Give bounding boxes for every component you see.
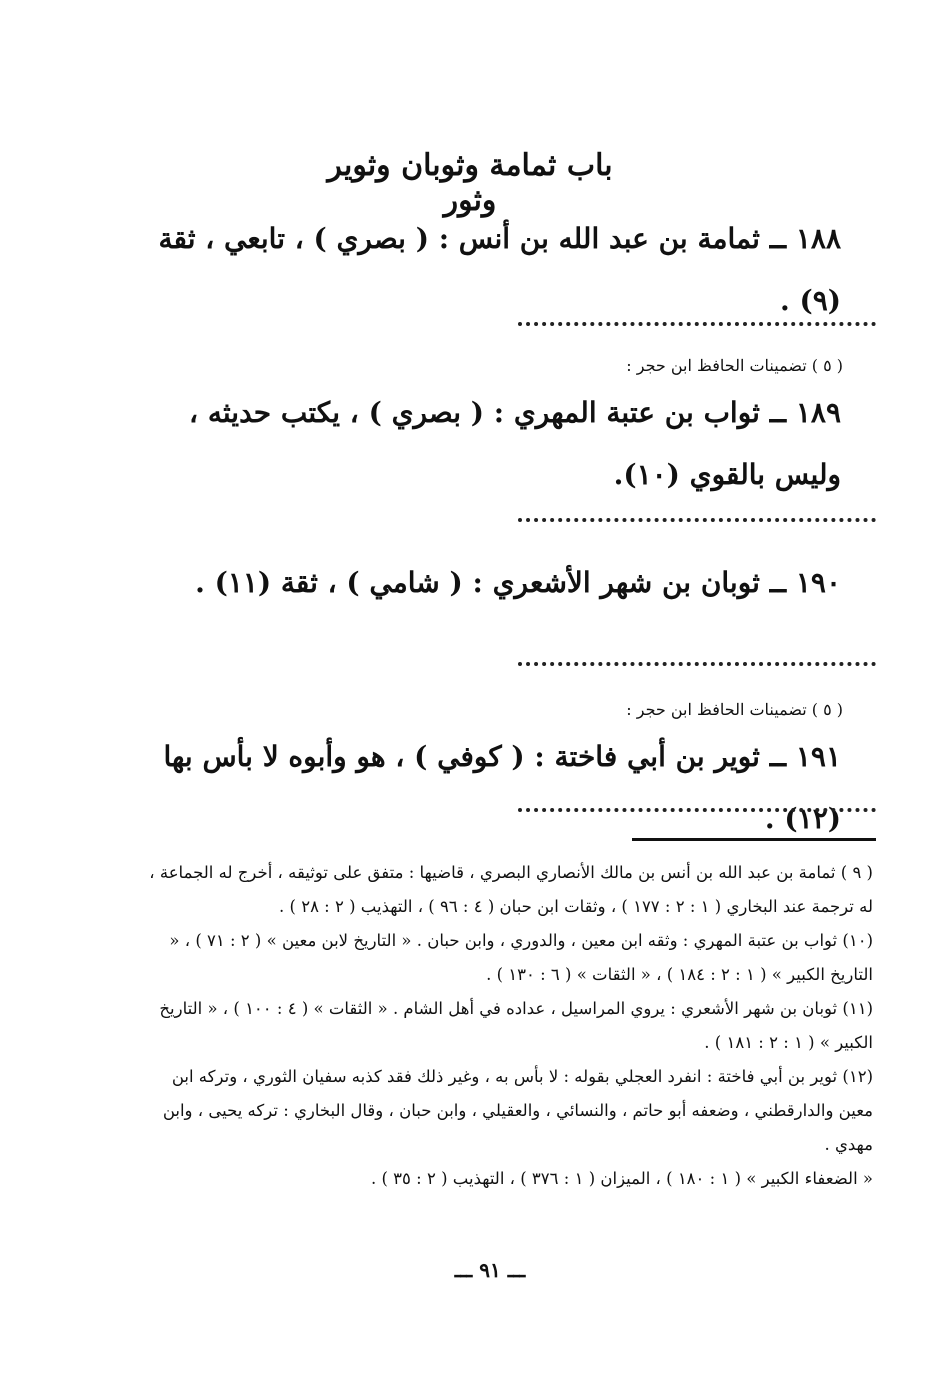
entry-191: ١٩١ ــ ثوير بن أبي فاختة : ( كوفي ) ، هو وأبوه لا بأس بها (١٢) . xyxy=(163,740,841,835)
footnote-10: (١٠) ثواب بن عتبة المهري : وثقه ابن معين ، والدوري ، وابن حبان . « التاريخ لابن معين » ( ٢ : ٧١ ) ، « التاريخ الكبير » ( ١ : ٢ : ١٨٤ ) ، « الثقات » ( ٦ : ١٣٠ ) . xyxy=(169,931,873,984)
footnotes xyxy=(133,856,873,1196)
footnote-9: ( ٩ ) ثمامة بن عبد الله بن أنس بن مالك الأنصاري البصري ، قاضيها : متفق على توثيقه ، أخرج له الجماعة ، له ترجمة عند البخاري ( ١ : ٢ : ١٧٧ ) ، وثقات ابن حبان ( ٤ : ٩٦ ) ، التهذيب ( ٢ : ٢٨ ) . xyxy=(149,863,873,916)
entry-188: ١٨٨ ــ ثمامة بن عبد الله بن أنس : ( بصري ) ، تابعي ، ثقة (٩) . xyxy=(158,222,841,317)
dotted-separator xyxy=(518,808,876,816)
entry-note: ( ٥ ) تضمينات الحافظ ابن حجر : xyxy=(626,700,843,719)
dotted-separator xyxy=(518,662,876,670)
entry-190: ١٩٠ ــ ثوبان بن شهر الأشعري : ( شامي ) ، ثقة (١١) . xyxy=(195,566,841,599)
entry-note: ( ٥ ) تضمينات الحافظ ابن حجر : xyxy=(626,356,843,375)
footnote-rule xyxy=(632,838,876,841)
page-number: ـــ ٩١ ـــ xyxy=(454,1258,526,1282)
footnote-12: (١٢) ثوير بن أبي فاختة : انفرد العجلي بقوله : لا بأس به ، وغير ذلك فقد كذبه سفيان الثوري ، وتركه ابن معين والدارقطني ، وضعفه أبو حاتم ، والنسائي ، والعقيلي ، وابن حبان ، وقال البخاري : تركه يحيى ، وابن مهدي . xyxy=(162,1067,873,1154)
dotted-separator xyxy=(518,322,876,330)
dotted-separator xyxy=(518,518,876,526)
chapter-title: باب ثمامة وثوبان وثوير وثور xyxy=(327,148,613,218)
footnote-11: (١١) ثوبان بن شهر الأشعري : يروي المراسيل ، عداده في أهل الشام . « الثقات » ( ٤ : ١٠٠ ) ، « التاريخ الكبير » ( ١ : ٢ : ١٨١ ) . xyxy=(159,999,873,1052)
entry-189: ١٨٩ ــ ثواب بن عتبة المهري : ( بصري ) ، يكتب حديثه ، وليس بالقوي (١٠). xyxy=(189,396,841,491)
footnote-12-refs: « الضعفاء الكبير » ( ١ : ١٨٠ ) ، الميزان ( ١ : ٣٧٦ ) ، التهذيب ( ٢ : ٣٥ ) . xyxy=(371,1169,873,1188)
